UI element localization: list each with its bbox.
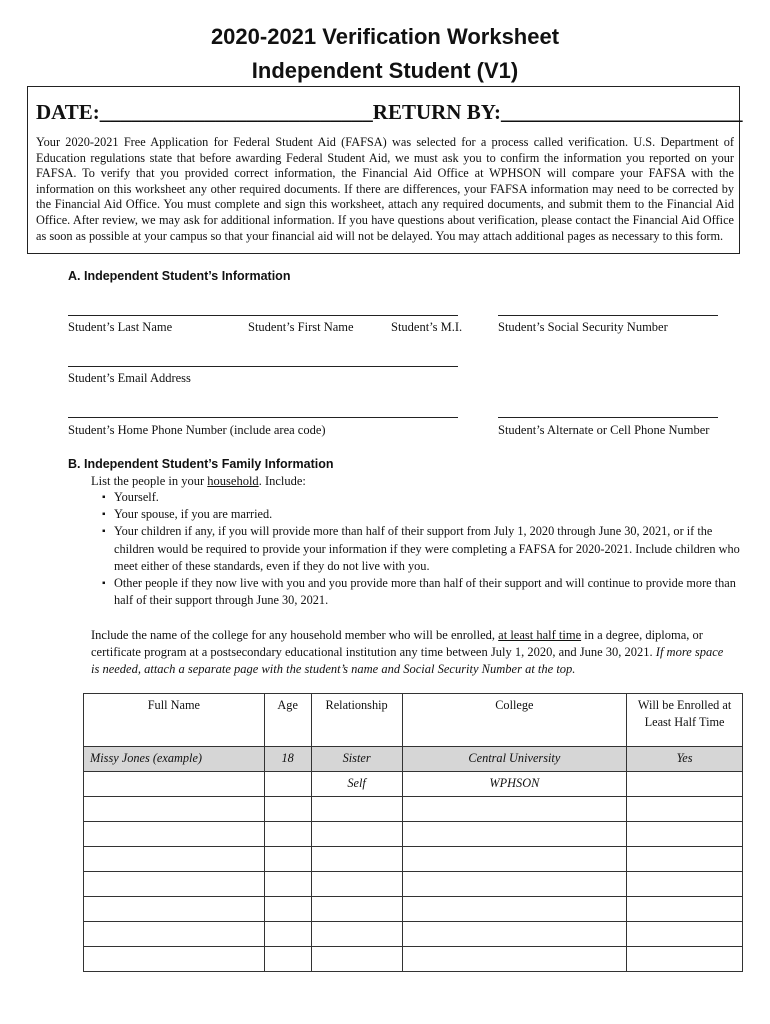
intro-box xyxy=(27,86,743,254)
college-instructions xyxy=(91,627,731,678)
home-phone-line[interactable] xyxy=(68,417,458,418)
cell-name[interactable] xyxy=(84,822,265,847)
cell-relationship[interactable] xyxy=(311,922,402,947)
cell-enrolled[interactable] xyxy=(627,922,743,947)
email-label: Student’s Email Address xyxy=(68,371,191,385)
table-header-row xyxy=(84,694,743,747)
bullet-item: ▪ Your spouse, if you are married. xyxy=(102,506,742,523)
email-line[interactable] xyxy=(68,366,458,367)
cell-enrolled[interactable] xyxy=(627,822,743,847)
cell-college[interactable] xyxy=(402,847,627,872)
cell-relationship[interactable] xyxy=(311,872,402,897)
return-by-blank[interactable]: _______________________ xyxy=(500,100,743,124)
cell-college[interactable] xyxy=(402,822,627,847)
cell-name: Missy Jones (example) xyxy=(84,747,265,772)
intro-paragraph: Your 2020-2021 Free Application for Federal Student Aid (FAFSA) was selected for a process called verification. U.S. Department of Education regulations state that before awarding Federal Student Aid, we must ask you to confirm the information you reported on your FAFSA. To verify that you provided correct information, the Financial Aid Office at WPHSON will compare your FAFSA with the information on this worksheet any other required documents. If there are differences, your FAFSA information may need to be corrected by the Financial Aid Office. You must complete and sign this worksheet, attach any required documents, and submit them to the Financial Aid Office. After review, we may ask for additional information. If you have questions about verification, please contact the Financial Aid Office as soon as possible at your campus so that your financial aid will not be delayed. You may attach additional pages as necessary to this form. xyxy=(36,135,734,243)
cell-enrolled[interactable] xyxy=(627,897,743,922)
cell-college[interactable] xyxy=(402,797,627,822)
cell-enrolled: Yes xyxy=(627,747,743,772)
cell-college[interactable] xyxy=(402,922,627,947)
cell-name[interactable] xyxy=(84,947,265,972)
cell-relationship[interactable] xyxy=(311,847,402,872)
bullet-item: ▪ Other people if they now live with you and you provide more than half of their support and will continue to provide more than half of their support through June 30, 2021. xyxy=(102,575,742,609)
cell-relationship[interactable] xyxy=(311,822,402,847)
first-name-label: Student’s First Name xyxy=(248,320,354,334)
household-intro xyxy=(91,473,731,490)
cell-enrolled[interactable] xyxy=(627,772,743,797)
mi-label: Student’s M.I. xyxy=(391,320,463,334)
cell-age[interactable] xyxy=(264,872,311,897)
cell-name[interactable] xyxy=(84,772,265,797)
date-blank[interactable]: __________________________ xyxy=(99,100,373,124)
cell-age[interactable] xyxy=(264,947,311,972)
worksheet-title: 2020-2021 Verification Worksheet xyxy=(210,24,560,49)
table-row xyxy=(84,897,743,922)
cell-name[interactable] xyxy=(84,847,265,872)
cell-age[interactable] xyxy=(264,822,311,847)
header-age: Age xyxy=(264,694,311,747)
table-row-example xyxy=(84,747,743,772)
cell-relationship[interactable] xyxy=(311,897,402,922)
cell-age[interactable] xyxy=(264,922,311,947)
cell-age[interactable] xyxy=(264,897,311,922)
table-row xyxy=(84,922,743,947)
ssn-line[interactable] xyxy=(498,315,718,316)
table-row xyxy=(84,872,743,897)
ssn-label: Student’s Social Security Number xyxy=(498,320,668,334)
cell-name[interactable] xyxy=(84,872,265,897)
home-phone-label: Student’s Home Phone Number (include area code) xyxy=(68,423,326,437)
table-row xyxy=(84,822,743,847)
college-instr-suffix: in a degree, diploma, or certificate program at a postsecondary educational institution any time between July 1, 2020, and June 30, 2021. xyxy=(91,628,703,659)
date-label: DATE: xyxy=(36,100,100,124)
table-row-self xyxy=(84,772,743,797)
cell-age[interactable] xyxy=(264,772,311,797)
cell-enrolled[interactable] xyxy=(627,797,743,822)
college-instr-note: If more space is needed, attach a separate page with the student’s name and Social Security Number at the top. xyxy=(91,645,724,676)
cell-college: Central University xyxy=(402,747,627,772)
bullet-item: ▪ Your children if any, if you will provide more than half of their support from July 1, 2020 through June 30, 2021, or if the children would be required to provide your information if they were completing a FAFSA for 2020-2021. Include children who meet either of these standards, even if they do not live with you. xyxy=(102,523,742,575)
alt-phone-line[interactable] xyxy=(498,417,718,418)
cell-college[interactable] xyxy=(402,947,627,972)
section-b-heading: B. Independent Student’s Family Information xyxy=(68,457,334,471)
cell-enrolled[interactable] xyxy=(627,847,743,872)
cell-college: WPHSON xyxy=(402,772,627,797)
cell-relationship[interactable] xyxy=(311,947,402,972)
header-college: College xyxy=(402,694,627,747)
cell-age: 18 xyxy=(264,747,311,772)
cell-age[interactable] xyxy=(264,797,311,822)
household-bullets xyxy=(102,489,742,609)
student-name-line[interactable] xyxy=(68,315,458,316)
worksheet-subtitle: Independent Student (V1) xyxy=(251,58,519,83)
return-by-label: RETURN BY: xyxy=(372,100,501,124)
cell-enrolled[interactable] xyxy=(627,872,743,897)
household-term: household xyxy=(207,474,259,488)
cell-college[interactable] xyxy=(402,897,627,922)
table-row xyxy=(84,797,743,822)
household-intro-prefix: List the people in your xyxy=(91,474,208,488)
cell-age[interactable] xyxy=(264,847,311,872)
header-enrolled: Will be Enrolled at Least Half Time xyxy=(627,694,743,747)
table-row xyxy=(84,947,743,972)
cell-name[interactable] xyxy=(84,897,265,922)
date-row xyxy=(36,99,743,125)
half-time-term: at least half time xyxy=(498,628,582,642)
household-table xyxy=(83,693,743,972)
cell-relationship[interactable] xyxy=(311,797,402,822)
header-full-name: Full Name xyxy=(84,694,265,747)
household-intro-suffix: . Include: xyxy=(258,474,306,488)
cell-name[interactable] xyxy=(84,922,265,947)
cell-relationship: Self xyxy=(311,772,402,797)
alt-phone-label: Student’s Alternate or Cell Phone Number xyxy=(498,423,710,437)
table-row xyxy=(84,847,743,872)
last-name-label: Student’s Last Name xyxy=(68,320,173,334)
cell-enrolled[interactable] xyxy=(627,947,743,972)
section-a-heading: A. Independent Student’s Information xyxy=(68,269,291,283)
college-instr-prefix: Include the name of the college for any household member who will be enrolled, xyxy=(91,628,499,642)
cell-college[interactable] xyxy=(402,872,627,897)
cell-name[interactable] xyxy=(84,797,265,822)
header-relationship: Relationship xyxy=(311,694,402,747)
bullet-item: ▪ Yourself. xyxy=(102,489,742,506)
cell-relationship: Sister xyxy=(311,747,402,772)
